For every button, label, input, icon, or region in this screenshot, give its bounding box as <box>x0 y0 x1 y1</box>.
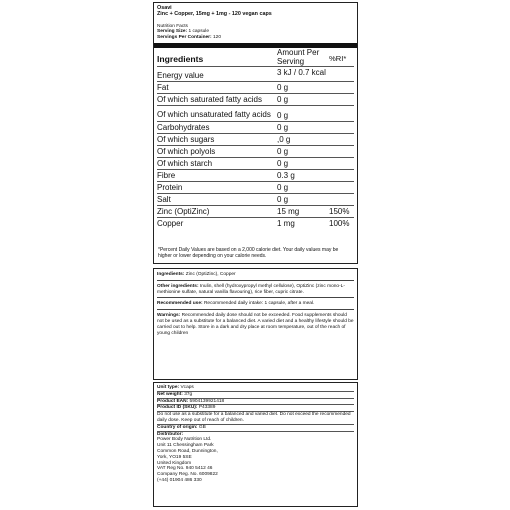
servings-label: Servings Per Container: <box>157 35 212 40</box>
product-sku-label: Product ID (SKU): <box>157 405 198 411</box>
nutrient-name: Of which sugars <box>157 134 277 146</box>
servings-value: 120 <box>213 35 222 40</box>
nutrient-ri <box>329 82 354 94</box>
distributor-line: Common Road, Dunnington, <box>157 448 218 454</box>
nutrition-table <box>157 48 354 230</box>
product-ean-value: 5904139921418 <box>189 398 225 404</box>
nutrient-name: Of which saturated fatty acids <box>157 94 277 106</box>
distributor-line: Power Body Nutrition Ltd. <box>157 437 212 443</box>
nutrient-ri <box>329 94 354 106</box>
other-ingredients-text: Inulin, shell (hydroxypropyl methyl cellulose), OptiZinc (zinc mono-L-methionine sulfate, natural vanilla flavouring), rice fiber, cupric citrate. <box>157 283 345 295</box>
product-sku-value: P43389 <box>198 405 216 411</box>
distributor-line: United Kingdom <box>157 460 192 466</box>
warnings-label: Warnings: <box>157 313 181 319</box>
servings-per-container <box>157 35 354 41</box>
nutrient-name: Fibre <box>157 170 277 182</box>
nutrient-ri <box>329 194 354 206</box>
nutrient-name: Zinc (OptiZinc) <box>157 206 277 218</box>
table-row <box>157 158 354 170</box>
table-row <box>157 82 354 94</box>
nutrient-ri <box>329 67 354 82</box>
nutrient-name: Protein <box>157 182 277 194</box>
ingredients-text: Zinc (OptiZinc), Copper <box>185 272 236 277</box>
country-of-origin <box>157 424 354 431</box>
product-sku <box>157 404 354 411</box>
table-row <box>157 67 354 82</box>
distributor-line: Unit 11 Chessingham Park <box>157 443 214 449</box>
nutrient-amount: 1 mg <box>277 218 329 230</box>
nutrient-ri <box>329 158 354 170</box>
nutrient-amount: 0.3 g <box>277 170 329 182</box>
distributor-line: York, YO19 5SE <box>157 454 192 460</box>
serving-size-label: Serving Size: <box>157 29 188 35</box>
nutrition-facts-panel <box>153 2 358 264</box>
nutrient-name: Of which starch <box>157 158 277 170</box>
other-ingredients-section <box>157 280 354 298</box>
other-ingredients-label: Other ingredients: <box>157 283 199 289</box>
unit-type-label: Unit type: <box>157 385 180 390</box>
nutrient-amount: ,0 g <box>277 134 329 146</box>
table-row <box>157 206 354 218</box>
nutrient-name: Copper <box>157 218 277 230</box>
nutrient-ri: 100% <box>329 218 354 230</box>
recommended-use-text: Recommended daily intake: 1 capsule, after a meal. <box>203 301 315 307</box>
nutrient-amount: 0 g <box>277 106 329 122</box>
country-of-origin-value: GB <box>198 424 206 430</box>
country-of-origin-label: Country of origin: <box>157 424 198 430</box>
nutrient-amount: 3 kJ / 0.7 kcal <box>277 67 329 82</box>
unit-type-value: Vcaps <box>180 385 194 390</box>
nutrition-facts-title: Nutrition Facts <box>157 23 188 29</box>
nutrient-amount: 15 mg <box>277 206 329 218</box>
distributor-line: Company Reg. No. 6009822 <box>157 472 218 478</box>
nutrient-name: Carbohydrates <box>157 122 277 134</box>
table-row <box>157 218 354 230</box>
product-name: Zinc + Copper, 15mg + 1mg - 120 vegan caps <box>157 11 272 18</box>
net-weight-label: Net weight: <box>157 391 183 397</box>
nutrient-name: Energy value <box>157 67 277 82</box>
nutrient-ri: 150% <box>329 206 354 218</box>
table-header <box>157 48 354 67</box>
net-weight-value: 37g <box>184 391 193 397</box>
nutrient-amount: 0 g <box>277 182 329 194</box>
nutrient-name: Of which polyols <box>157 146 277 158</box>
nutrient-amount: 0 g <box>277 194 329 206</box>
net-weight <box>157 391 354 398</box>
warnings-text: Recommended daily dose should not be exceeded. Food supplements should not be used as a substitute for a balanced diet. A varied diet and a healthy lifestyle should be carried out to help. Store in a dark and dry place at room temperature, out of the reach of young children <box>157 313 354 336</box>
nutrient-ri <box>329 106 354 122</box>
nutrient-ri <box>329 182 354 194</box>
header-amount: Amount Per Serving <box>277 47 320 66</box>
nutrient-name: Of which unsaturated fatty acids <box>157 106 277 122</box>
nutrient-ri <box>329 122 354 134</box>
product-ean-label: Product EAN: <box>157 398 189 404</box>
ingredients-section <box>157 271 354 280</box>
ingredients-panel <box>153 268 358 380</box>
distributor-line: (+44) 01904 486 330 <box>157 477 202 483</box>
brand-name: Osavi <box>157 5 172 11</box>
nutrient-ri <box>329 134 354 146</box>
header-ingredients: Ingredients <box>157 53 204 64</box>
product-ean <box>157 398 354 405</box>
table-row <box>157 182 354 194</box>
distributor-line: VAT Reg No. 940 5412 46 <box>157 466 213 472</box>
serving-size-value: 1 capsule <box>188 29 210 35</box>
nutrient-amount: 0 g <box>277 122 329 134</box>
usage-notice: Do not use as a substitute for a balanced and varied diet. Do not exceed the recommended daily dose. Keep out of reach of children. <box>157 411 354 424</box>
table-row <box>157 146 354 158</box>
nutrient-name: Fat <box>157 82 277 94</box>
ingredients-label: Ingredients: <box>157 272 185 277</box>
nutrient-ri <box>329 146 354 158</box>
table-row <box>157 134 354 146</box>
nutrient-amount: 0 g <box>277 158 329 170</box>
table-row <box>157 94 354 106</box>
distributor <box>157 431 354 484</box>
recommended-use-section <box>157 297 354 309</box>
table-row <box>157 106 354 122</box>
warnings-section <box>157 309 354 338</box>
nutrient-amount: 0 g <box>277 94 329 106</box>
daily-value-footnote: *Percent Daily Values are based on a 2,000 calorie diet. Your daily values may be higher or lower depending on your calorie needs. <box>158 247 339 259</box>
table-row <box>157 194 354 206</box>
product-info-panel <box>153 382 358 507</box>
table-row <box>157 122 354 134</box>
nutrient-amount: 0 g <box>277 146 329 158</box>
distributor-label-text: Distributor: <box>157 431 184 437</box>
recommended-use-label: Recommended use: <box>157 301 203 307</box>
header-ri: %RI* <box>329 53 347 63</box>
table-row <box>157 170 354 182</box>
nutrient-ri <box>329 170 354 182</box>
nutrient-amount: 0 g <box>277 82 329 94</box>
nutrient-name: Salt <box>157 194 277 206</box>
